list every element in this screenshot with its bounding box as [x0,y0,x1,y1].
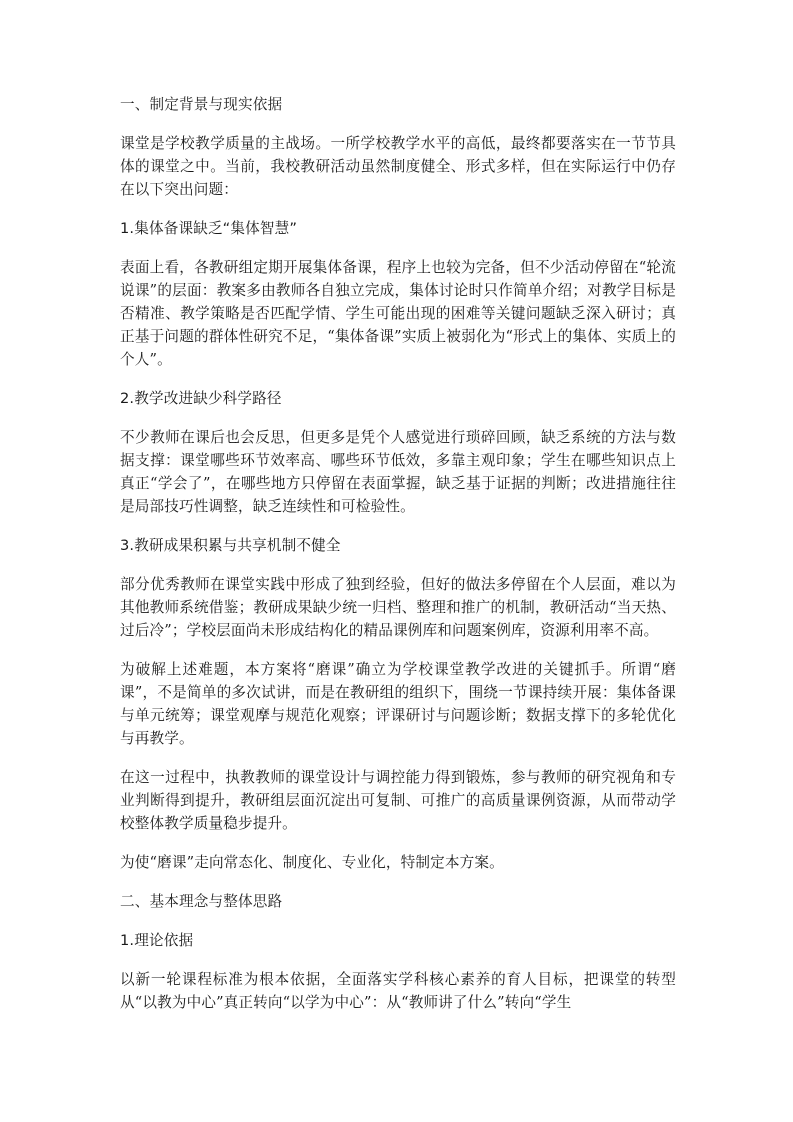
section-2-heading: 二、基本理念与整体思路 [120,893,283,910]
document-page [120,93,676,1030]
subheading-1-3: 3.教研成果积累与共享机制不健全 [120,537,341,554]
paragraph-purpose: 为使“磨课”走向常态化、制度化、专业化，特制定本方案。 [120,854,504,871]
subheading-1-2: 2.教学改进缺少科学路径 [120,390,282,407]
paragraph-1-2: 不少教师在课后也会反思，但更多是凭个人感觉进行琐碎回顾，缺乏系统的方法与数据支撑：课堂哪些环节效率高、哪些环节低效，多靠主观印象；学生在哪些知识点上真正“学会了”，在哪些地方只停留在表面掌握，缺乏基于证据的判断；改进措施往往是局部技巧性调整，缺乏连续性和可检验性。 [120,429,676,515]
paragraph-2-1: 以新一轮课程标准为根本依据，全面落实学科核心素养的育人目标，把课堂的转型从“以教为中心”真正转向“以学为中心”：从“教师讲了什么”转向“学生 [120,971,676,1011]
subheading-2-1: 1.理论依据 [120,932,194,949]
paragraph-1-3: 部分优秀教师在课堂实践中形成了独到经验，但好的做法多停留在个人层面，难以为其他教师系统借鉴；教研成果缺少统一归档、整理和推广的机制，教研活动“当天热、过后冷”；学校层面尚未形成结构化的精品课例库和问题案例库，资源利用率不高。 [120,576,676,639]
paragraph-1-1: 表面上看，各教研组定期开展集体备课，程序上也较为完备，但不少活动停留在“轮流说课”的层面：教案多由教师各自独立完成，集体讨论时只作简单介绍；对教学目标是否精准、教学策略是否匹配学情、学生可能出现的困难等关键问题缺乏深入研讨；真正基于问题的群体性研究不足，“集体备课”实质上被弱化为“形式上的集体、实质上的个人”。 [120,259,676,368]
section-1-heading: 一、制定背景与现实依据 [120,96,283,113]
paragraph-solution: 为破解上述难题，本方案将“磨课”确立为学校课堂教学改进的关键抓手。所谓“磨课”，不是简单的多次试讲，而是在教研组的组织下，围绕一节课持续开展：集体备课与单元统筹；课堂观摩与规范化观察；评课研讨与问题诊断；数据支撑下的多轮优化与再教学。 [120,661,676,747]
subheading-1-1: 1.集体备课缺乏“集体智慧” [120,220,298,237]
paragraph-process: 在这一过程中，执教教师的课堂设计与调控能力得到锻炼，参与教师的研究视角和专业判断得到提升，教研组层面沉淀出可复制、可推广的高质量课例资源，从而带动学校整体教学质量稳步提升。 [120,769,676,832]
section-1-intro: 课堂是学校教学质量的主战场。一所学校教学水平的高低，最终都要落实在一节节具体的课堂之中。当前，我校教研活动虽然制度健全、形式多样，但在实际运行中仍存在以下突出问题： [120,135,676,198]
